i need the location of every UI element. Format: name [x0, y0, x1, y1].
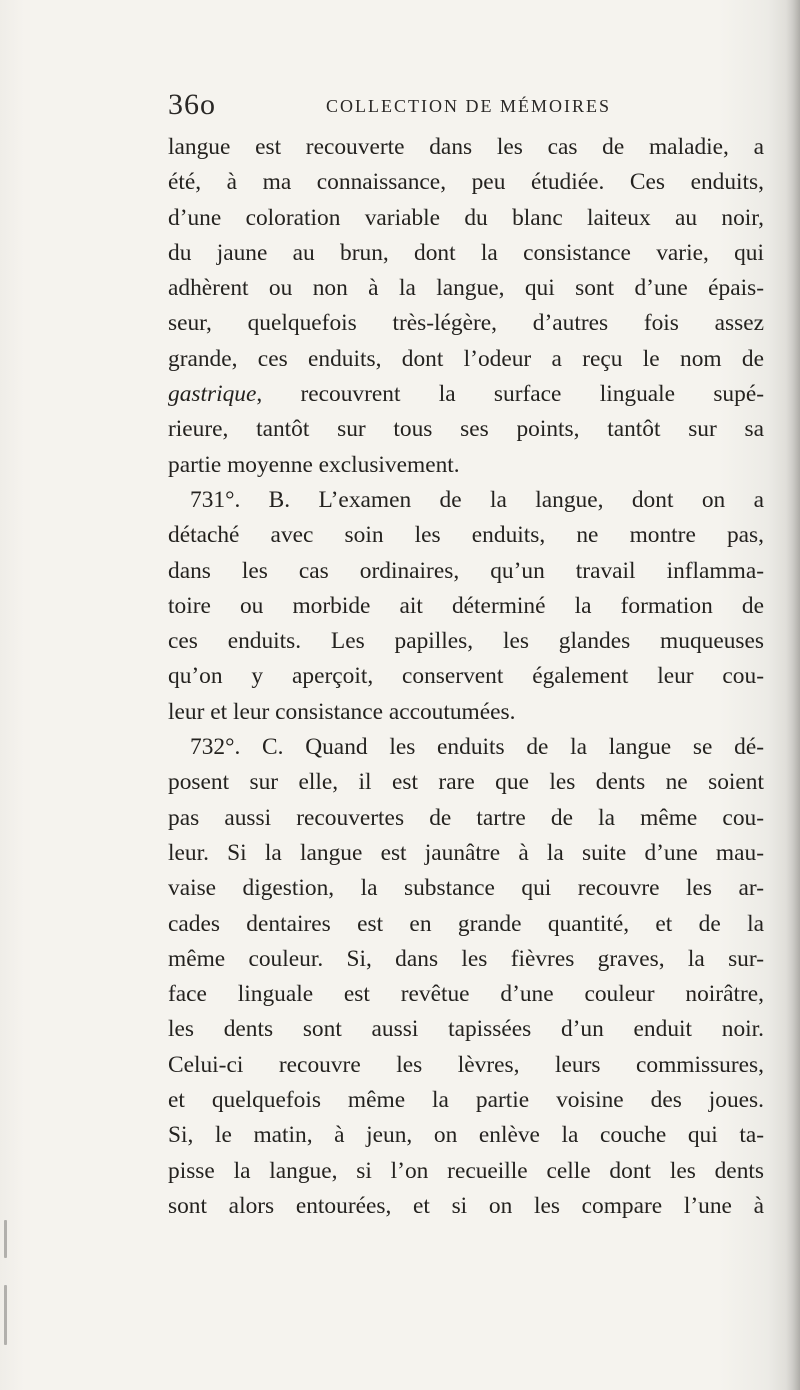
paragraph-start: 732°. C. Quand les enduits de la langue se dé- [190, 734, 764, 761]
page-header [168, 88, 748, 128]
text-line: grande, ces enduits, dont l’odeur a reçu le nom de [168, 345, 764, 372]
text-line: toire ou morbide ait déterminé la formation de [168, 592, 764, 619]
text-line: même couleur. Si, dans les fièvres graves, la sur- [168, 945, 764, 972]
text-line: dans les cas ordinaires, qu’un travail inflamma- [168, 557, 764, 584]
margin-speck [4, 1220, 7, 1258]
text-line: partie moyenne exclusivement. [168, 451, 460, 478]
text-line: rieure, tantôt sur tous ses points, tantôt sur sa [168, 416, 764, 443]
text-line: détaché avec soin les enduits, ne montre pas, [168, 522, 764, 549]
text-line: posent sur elle, il est rare que les dents ne soient [168, 769, 764, 796]
text-line: été, à ma connaissance, peu étudiée. Ces enduits, [168, 169, 764, 196]
text-line: du jaune au brun, dont la consistance varie, qui [168, 239, 764, 266]
text-line: Celui-ci recouvre les lèvres, leurs commissures, [168, 1051, 764, 1078]
text-line: Si, le matin, à jeun, on enlève la couche qui ta- [168, 1122, 764, 1149]
page-number: 36o [168, 88, 216, 121]
text-line: cades dentaires est en grande quantité, et de la [168, 910, 764, 937]
text-line: pisse la langue, si l’on recueille celle dont les dents [168, 1157, 764, 1184]
text-fragment: , recouvrent la surface linguale supé- [256, 381, 764, 408]
text-line: langue est recouverte dans les cas de maladie, a [168, 134, 764, 160]
text-line: d’une coloration variable du blanc laiteux au noir, [168, 204, 764, 231]
text-line: leur. Si la langue est jaunâtre à la suite d’une mau- [168, 839, 764, 866]
text-line: pas aussi recouvertes de tartre de la même cou- [168, 804, 764, 831]
text-line: face linguale est revêtue d’une couleur noirâtre, [168, 981, 764, 1008]
body-text [168, 130, 764, 1224]
text-line: adhèrent ou non à la langue, qui sont d’une épais- [168, 275, 764, 302]
text-line: sont alors entourées, et si on les compare l’une à [168, 1192, 764, 1219]
italic-term: gastrique [168, 381, 257, 408]
text-line: et quelquefois même la partie voisine des joues. [168, 1087, 764, 1114]
margin-speck [4, 1285, 7, 1345]
paragraph-start: 731°. B. L’examen de la langue, dont on a [190, 486, 764, 513]
text-line [168, 377, 764, 412]
text-line: seur, quelquefois très-légère, d’autres fois assez [168, 310, 764, 337]
text-line: vaise digestion, la substance qui recouvre les ar- [168, 875, 764, 902]
text-line: leur et leur consistance accoutumées. [168, 698, 516, 725]
text-line: qu’on y aperçoit, conservent également leur cou- [168, 663, 764, 690]
text-line: ces enduits. Les papilles, les glandes muqueuses [168, 628, 764, 655]
text-line: les dents sont aussi tapissées d’un enduit noir. [168, 1016, 764, 1043]
page-edge-shadow [786, 0, 800, 1390]
running-head: COLLECTION DE MÉMOIRES [326, 96, 611, 116]
